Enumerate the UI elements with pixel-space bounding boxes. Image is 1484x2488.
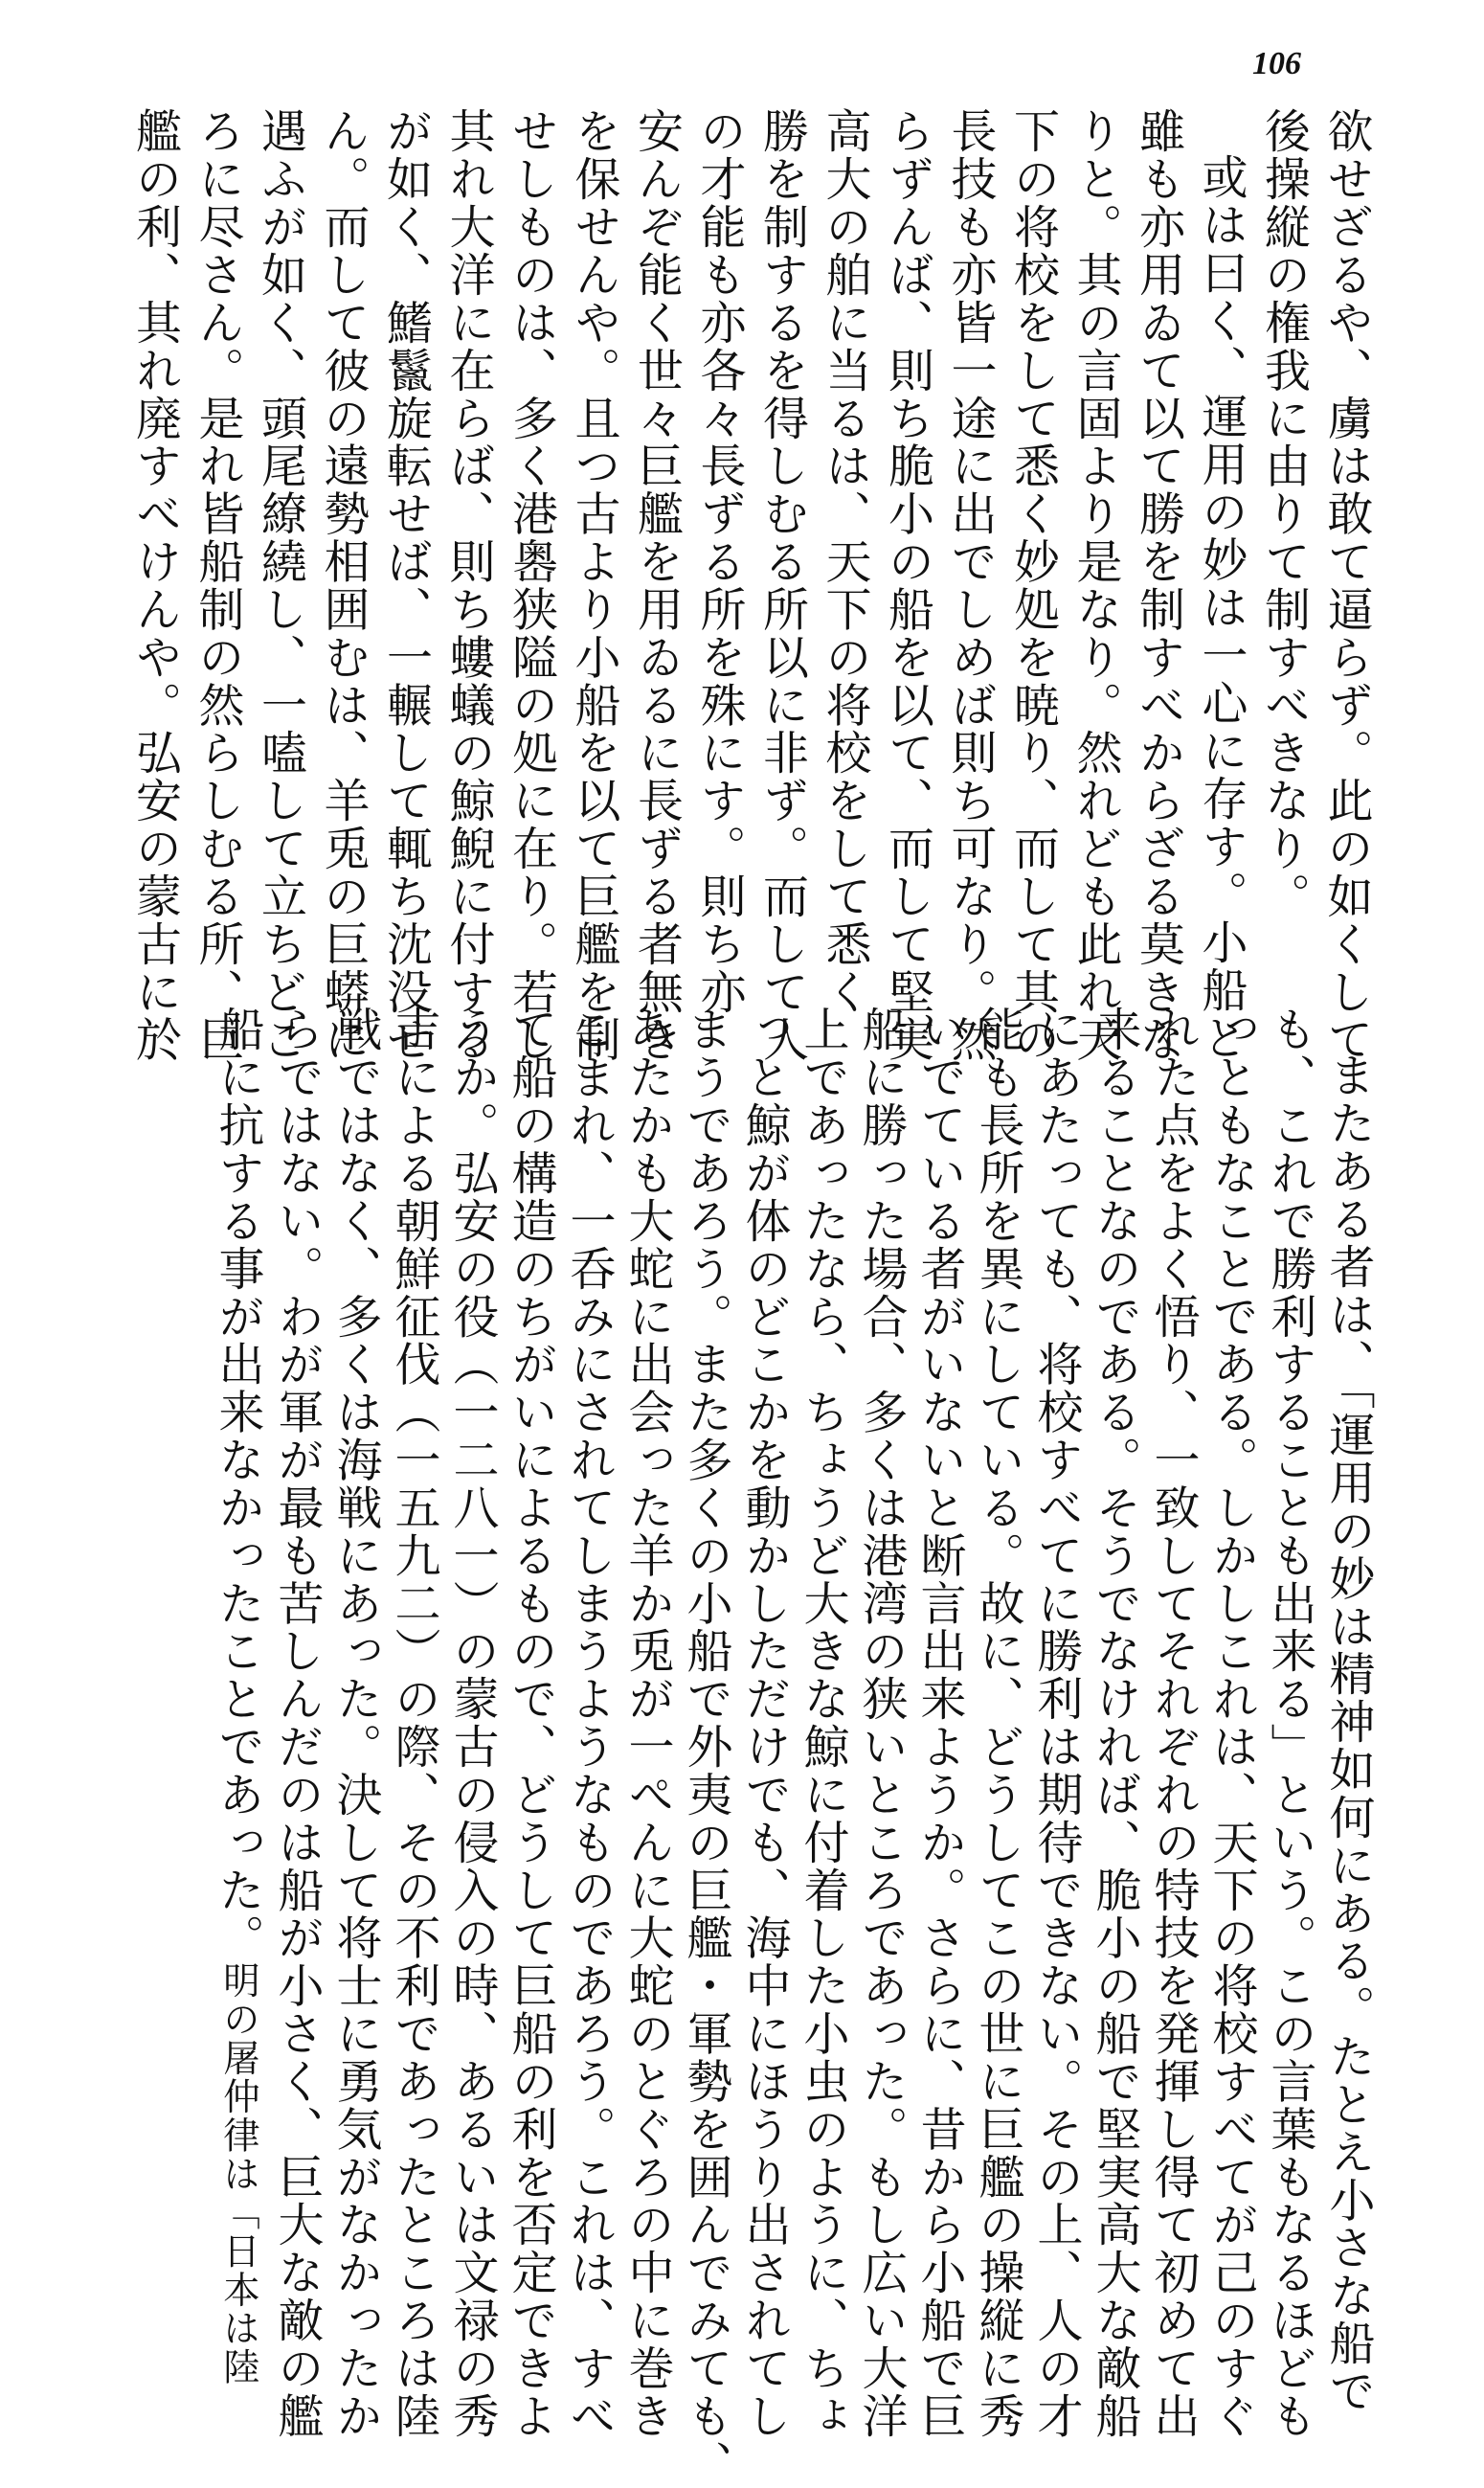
original-text-column: 雖も亦用ゐて以て勝を制すべからざる莫きな (1131, 107, 1185, 1064)
original-text-column: 艦の利、其れ廃すべけんや。弘安の蒙古に於 (127, 107, 182, 1064)
original-text-column: 安んぞ能く世々巨艦を用ゐるに長ずる者無き (629, 107, 684, 1064)
translation-last-column-note: 明の屠仲律は「日本は陸 (216, 1961, 259, 2386)
translation-text-column: 吉による朝鮮征伐（一五九二）の際、その不利であったところは陸 (387, 1006, 440, 2440)
translation-text-column: っともなことである。しかしこれは、天下の将校すべてが己のすぐ (1204, 1006, 1258, 2440)
translation-text-column: 上であったなら、ちょうど大きな鯨に付着した小虫のように、ちょ (796, 1006, 849, 2440)
translation-text-column: て船の構造のちがいによるもので、どうして巨船の利を否定できよ (504, 1006, 557, 2440)
page-number: 106 (1252, 46, 1301, 81)
translation-text-column: いでている者がいないと断言出来ようか。さらに、昔から小船で巨 (912, 1006, 966, 2440)
translation-text-column: うか。弘安の役（一二八一）の蒙古の侵入の時、あるいは文禄の秀 (445, 1006, 499, 2440)
translation-text-column: れた点をよく悟り、一致してそれぞれの特技を発揮し得て初めて出 (1146, 1006, 1200, 2440)
original-text-column: 後操縦の権我に由りて制すべきなり。 (1256, 107, 1311, 920)
translation-text-block (103, 1006, 1377, 2488)
original-text-column: らずんば、則ち脆小の船を以て、而して堅実 (880, 107, 934, 1064)
original-text-column: 高大の舶に当るは、天下の将校をして悉く (818, 107, 871, 1016)
original-text-column: せしものは、多く港嶴狭隘の処に在り。若し (504, 107, 558, 1064)
original-text-column: 遇ふが如く、頭尾繚繞し、一嗑して立ちどこ (253, 107, 307, 1064)
original-text-block (103, 107, 1377, 1064)
translation-text-column: またある者は、「運用の妙は精神如何にある。たとえ小さな船で (1321, 1052, 1375, 2415)
original-text-column: りと。其の言固より是なり。然れども此れ天 (1068, 107, 1122, 1064)
original-text-column: 長技も亦皆一途に出でしめば則ち可なり。然 (943, 107, 997, 1064)
translation-text-column: 能も長所を異にしている。故に、どうしてこの世に巨艦の操縦に秀 (971, 1006, 1024, 2440)
original-text-column: の才能も亦各々長ずる所を殊にす。則ち亦 (692, 107, 746, 1016)
original-text-column: 或は曰く、運用の妙は一心に存す。小船と (1194, 153, 1248, 1062)
translation-text-column: 戦ではなく、多くは海戦にあった。決して将士に勇気がなかったか (328, 1006, 382, 2440)
translation-text-column: 来ることなのである。そうでなければ、脆小の船で堅実高大な敵船 (1088, 1006, 1141, 2440)
original-text-column: ん。而して彼の遠勢相囲むは、羊兎の巨蟒に (316, 107, 370, 1064)
translation-text-column: こまれ、一呑みにされてしまうようなものであろう。これは、すべ (562, 1006, 616, 2440)
original-text-column: 欲せざるや、虜は敢て逼らず。此の如くして (1319, 107, 1373, 1064)
original-text-column: 下の将校をして悉く妙処を暁り、而して其の (1005, 107, 1060, 1064)
translation-text-column: 船に勝った場合、多くは港湾の狭いところであった。もし広い大洋 (854, 1006, 908, 2440)
original-text-column: 勝を制するを得しむる所以に非ず。而して人 (754, 107, 809, 1064)
original-text-column: 其れ大洋に在らば、則ち螻蟻の鯨鯢に付する (441, 107, 495, 1064)
translation-text-column: あたかも大蛇に出会った羊か兎が一ぺんに大蛇のとぐろの中に巻き (620, 1006, 674, 2440)
translation-text-column: にあたっても、将校すべてに勝利は期待できない。その上、人の才 (1029, 1006, 1083, 2440)
translation-last-column-text: 船に抗する事が出来なかったことであった。 (211, 1006, 264, 1962)
original-text-column: が如く、鰭鬣旋転せば、一輾して輒ち沈没せ (378, 107, 433, 1064)
translation-text-column: まうであろう。また多くの小船で外夷の巨艦・軍勢を囲んでみても、 (679, 1006, 732, 2488)
translation-last-column (208, 1006, 267, 2386)
original-text-column: を保せんや。且つ古より小船を以て巨艦を制 (567, 107, 620, 1064)
translation-text-column: も、これで勝利することも出来る」という。この言葉もなるほども (1263, 1006, 1316, 2440)
translation-text-column: っと鯨が体のどこかを動かしただけでも、海中にほうり出されてし (737, 1006, 791, 2440)
original-text-column: ろに尽さん。是れ皆船制の然らしむる所、巨 (191, 107, 244, 1064)
translation-text-column: らではない。わが軍が最も苦しんだのは船が小さく、巨大な敵の艦 (270, 1006, 324, 2440)
